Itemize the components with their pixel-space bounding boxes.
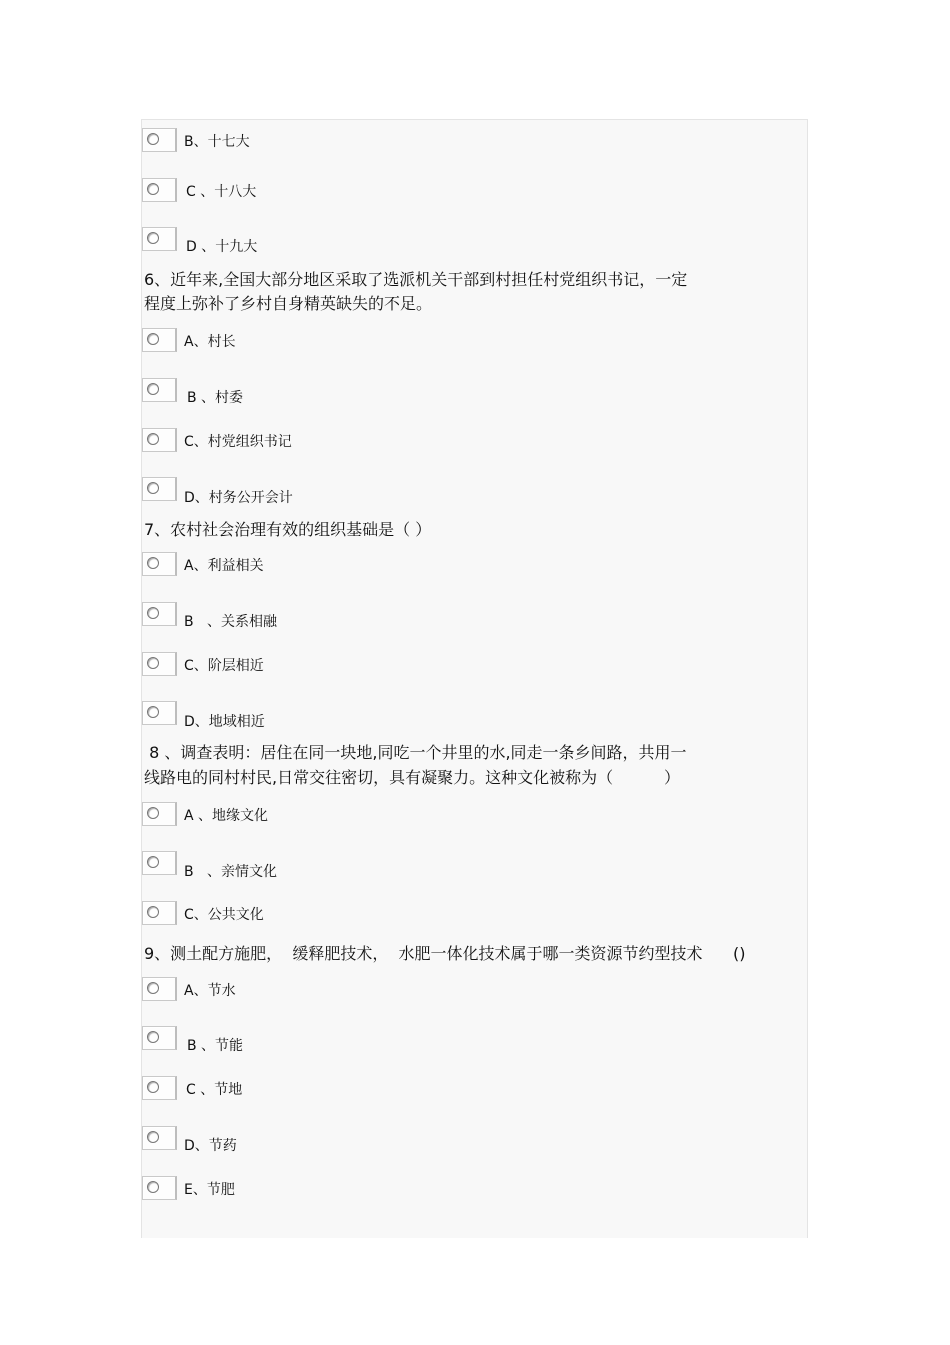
radio-button[interactable] <box>142 227 177 251</box>
question-6-line-2: 程度上弥补了乡村自身精英缺失的不足。 <box>144 294 433 313</box>
option-label: B 、关系相融 <box>184 614 277 630</box>
radio-circle-icon <box>147 706 159 718</box>
radio-circle-icon <box>147 1131 159 1143</box>
option-label: B 、亲情文化 <box>184 864 277 880</box>
radio-button[interactable] <box>142 1126 177 1150</box>
radio-button[interactable] <box>142 378 177 402</box>
option-label: A、利益相关 <box>184 558 264 574</box>
question-8-line-1: 8 、调查表明：居住在同一块地,同吃一个井里的水,同走一条乡间路，共用一 <box>144 743 687 762</box>
radio-circle-icon <box>147 333 159 345</box>
option-label: C、村党组织书记 <box>184 434 292 450</box>
radio-circle-icon <box>147 982 159 994</box>
option-label: D 、十九大 <box>186 239 258 255</box>
radio-button[interactable] <box>142 477 177 501</box>
radio-circle-icon <box>147 1031 159 1043</box>
radio-button[interactable] <box>142 851 177 875</box>
radio-button[interactable] <box>142 977 177 1001</box>
question-7-line-1: 7、农村社会治理有效的组织基础是（ ） <box>144 520 432 539</box>
radio-button[interactable] <box>142 128 177 152</box>
option-label: D、节药 <box>184 1138 237 1154</box>
radio-circle-icon <box>147 607 159 619</box>
radio-circle-icon <box>147 482 159 494</box>
radio-circle-icon <box>147 856 159 868</box>
radio-circle-icon <box>147 557 159 569</box>
radio-button[interactable] <box>142 701 177 725</box>
radio-circle-icon <box>147 1181 159 1193</box>
radio-circle-icon <box>147 906 159 918</box>
radio-button[interactable] <box>142 652 177 676</box>
option-label: D、村务公开会计 <box>184 490 293 506</box>
radio-button[interactable] <box>142 552 177 576</box>
radio-button[interactable] <box>142 1176 177 1200</box>
radio-button[interactable] <box>142 328 177 352</box>
radio-button[interactable] <box>142 1026 177 1050</box>
question-9-line-1: 9、测土配方施肥， 缓释肥技术， 水肥一体化技术属于哪一类资源节约型技术 () <box>144 944 746 963</box>
option-label: B 、村委 <box>187 390 244 406</box>
option-label: E、节肥 <box>184 1182 235 1198</box>
radio-button[interactable] <box>142 178 177 202</box>
question-6-line-1: 6、近年来,全国大部分地区采取了选派机关干部到村担任村党组织书记，一定 <box>144 270 688 289</box>
option-label: A 、地缘文化 <box>184 808 269 824</box>
option-label: B 、节能 <box>187 1038 244 1054</box>
radio-button[interactable] <box>142 901 177 925</box>
radio-circle-icon <box>147 383 159 395</box>
option-label: C 、十八大 <box>186 184 257 200</box>
radio-button[interactable] <box>142 428 177 452</box>
radio-circle-icon <box>147 807 159 819</box>
radio-circle-icon <box>147 657 159 669</box>
option-label: A、节水 <box>184 983 236 999</box>
radio-circle-icon <box>147 433 159 445</box>
option-label: A、村长 <box>184 334 236 350</box>
radio-button[interactable] <box>142 602 177 626</box>
radio-button[interactable] <box>142 802 177 826</box>
option-label: C、阶层相近 <box>184 658 264 674</box>
question-8-line-2: 线路电的同村村民,日常交往密切，具有凝聚力。这种文化被称为（ ） <box>144 768 680 787</box>
radio-circle-icon <box>147 183 159 195</box>
option-label: D、地域相近 <box>184 714 265 730</box>
radio-circle-icon <box>147 232 159 244</box>
option-label: B、十七大 <box>184 134 250 150</box>
radio-circle-icon <box>147 1081 159 1093</box>
option-label: C、公共文化 <box>184 907 264 923</box>
radio-circle-icon <box>147 133 159 145</box>
option-label: C 、节地 <box>186 1082 243 1098</box>
radio-button[interactable] <box>142 1076 177 1100</box>
